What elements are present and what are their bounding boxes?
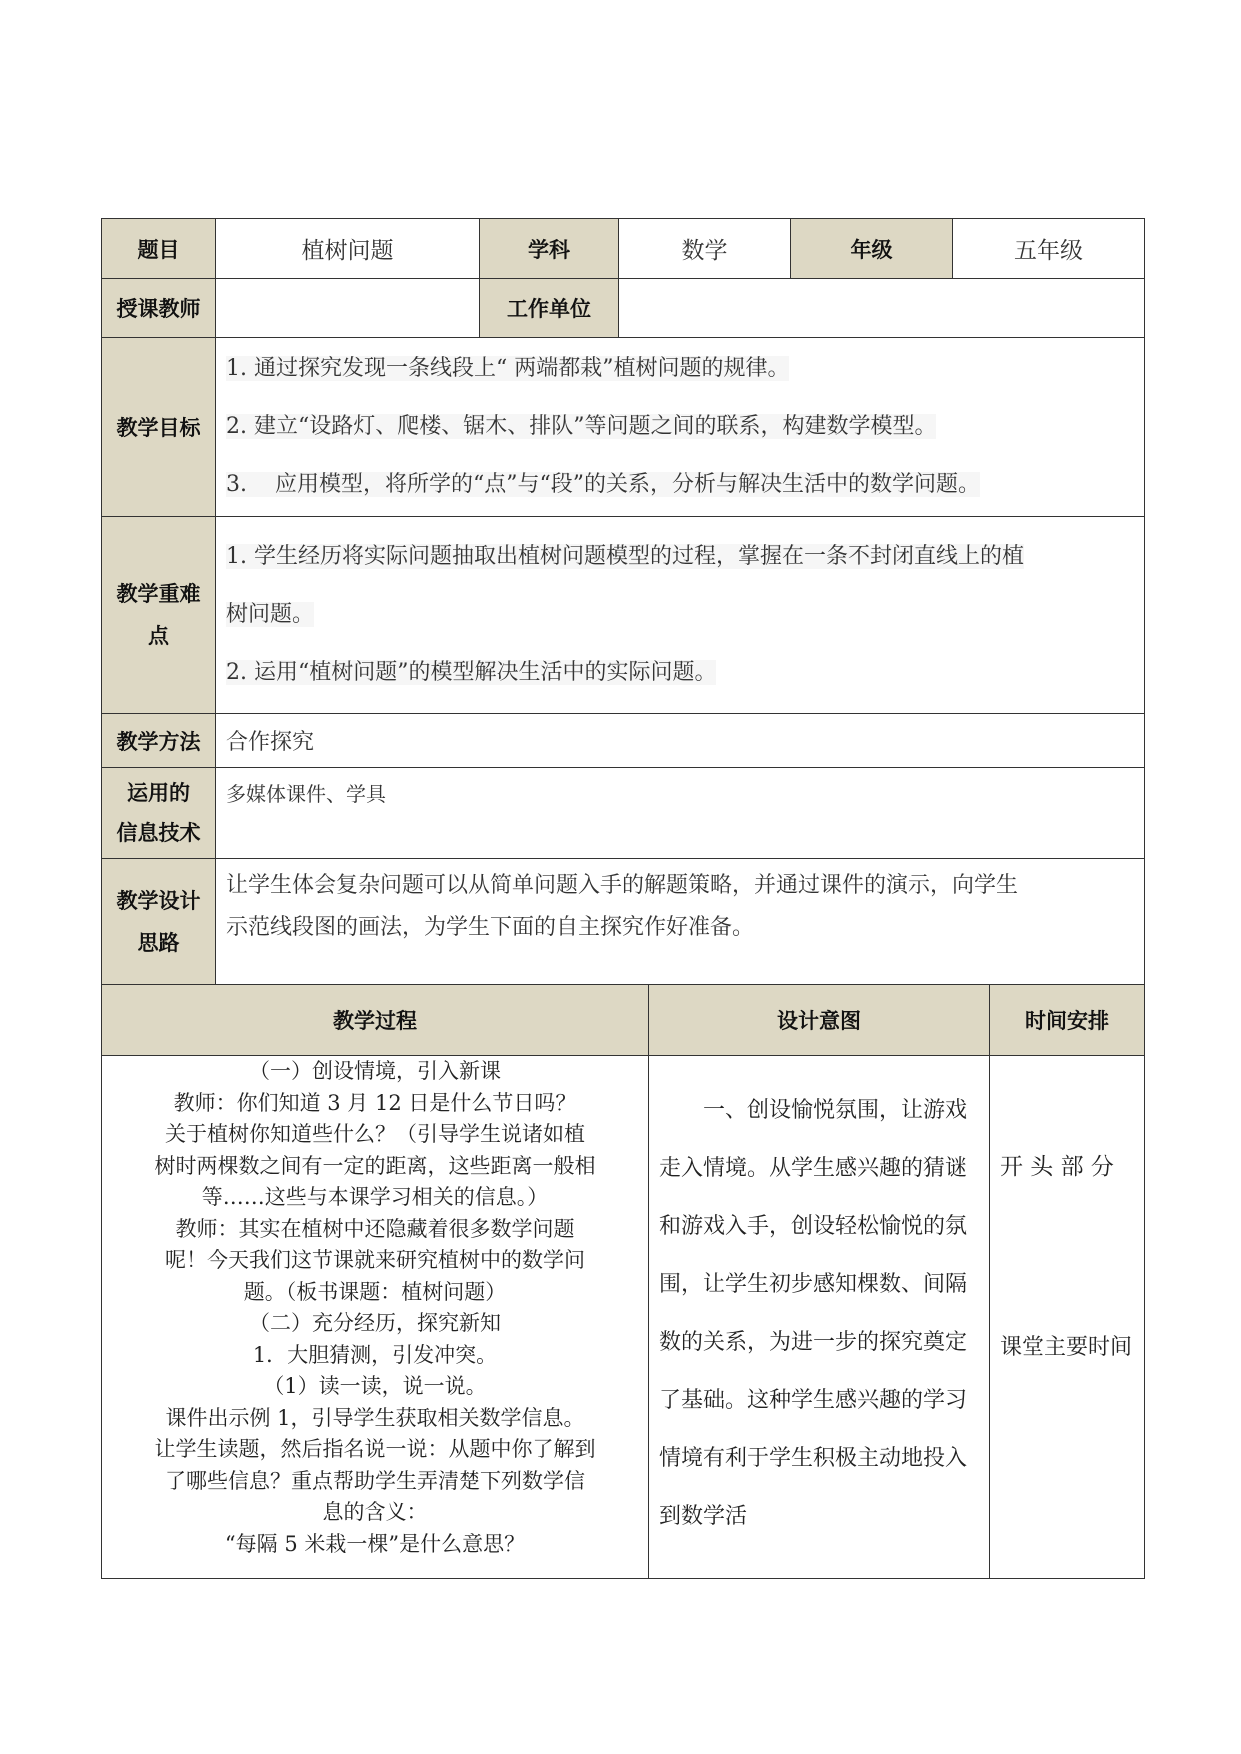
goals-label: 教学目标: [102, 338, 216, 517]
time-content: [990, 1056, 1145, 1579]
info-table: [101, 337, 1145, 985]
topic-value: 植树问题: [216, 219, 480, 279]
teacher-value: [216, 279, 480, 338]
design-content: 让学生体会复杂问题可以从简单问题入手的解题策略，并通过课件的演示，向学生 示范线段图的画法，为学生下面的自主探究作好准备。: [216, 859, 1145, 985]
goals-list: [216, 338, 1145, 517]
process-header: 教学过程: [102, 985, 649, 1056]
unit-value: [619, 279, 1145, 338]
goal-item: 3. 应用模型，将所学的“点”与“段”的关系，分析与解决生活中的数学问题。: [226, 472, 980, 497]
process-line: 呢！今天我们这节课就来研究植树中的数学问: [165, 1248, 585, 1272]
process-line: 题。（板书课题：植树问题）: [243, 1279, 507, 1304]
goal-item: 1. 通过探究发现一条线段上“ 两端都栽”植树问题的规律。: [226, 356, 790, 381]
lesson-plan-table: [101, 218, 1144, 1579]
process-line: 了哪些信息？重点帮助学生弄清楚下列数学信: [165, 1468, 585, 1493]
time-opening: 开 头 部 分: [1000, 1154, 1114, 1180]
process-line: 息的含义：: [322, 1500, 428, 1524]
process-line: 让学生读题，然后指名说一说：从题中你了解到: [154, 1437, 596, 1461]
process-line: （二）充分经历，探究新知: [249, 1311, 501, 1335]
intent-header: 设计意图: [649, 985, 990, 1056]
process-line: 关于植树你知道些什么？（引导学生说诸如植: [165, 1122, 585, 1146]
header-table: [101, 218, 1145, 338]
teacher-label: 授课教师: [102, 279, 216, 338]
difficulty-item-cont: 树问题。: [226, 602, 315, 627]
grade-label: 年级: [791, 219, 953, 279]
difficulty-item: 1. 学生经历将实际问题抽取出植树问题模型的过程，掌握在一条不封闭直线上的植: [226, 544, 1024, 569]
topic-label: 题目: [102, 219, 216, 279]
process-line: 1．大胆猜测，引发冲突。: [252, 1342, 498, 1367]
design-label: 教学设计 思路: [102, 859, 216, 985]
tech-value: 多媒体课件、学具: [216, 768, 1145, 859]
tech-label: 运用的 信息技术: [102, 768, 216, 859]
subject-value: 数学: [619, 219, 791, 279]
goal-item: 2. 建立“设路灯、爬楼、锯木、排队”等问题之间的联系，构建数学模型。: [226, 414, 937, 439]
process-content: [102, 1056, 649, 1579]
grade-value: 五年级: [953, 219, 1145, 279]
difficulties-content: [216, 517, 1145, 714]
process-line: 树时两棵数之间有一定的距离，这些距离一般相: [154, 1153, 596, 1178]
method-label: 教学方法: [102, 714, 216, 768]
time-main: 课堂主要时间: [1000, 1335, 1133, 1360]
unit-label: 工作单位: [480, 279, 619, 338]
process-line: 课件出示例 1，引导学生获取相关数学信息。: [165, 1405, 585, 1430]
difficulty-item: 2. 运用“植树问题”的模型解决生活中的实际问题。: [226, 660, 717, 685]
process-line: （一）创设情境，引入新课: [249, 1059, 501, 1083]
process-line: （1）读一读，说一说。: [263, 1374, 487, 1398]
process-table: [101, 984, 1145, 1579]
method-value: 合作探究: [216, 714, 1145, 768]
subject-label: 学科: [480, 219, 619, 279]
time-header: 时间安排: [990, 985, 1145, 1056]
process-line: “每隔 5 米栽一棵”是什么意思？: [224, 1531, 526, 1556]
intent-content: 一、创设愉悦氛围，让游戏走入情境。从学生感兴趣的猜谜和游戏入手，创设轻松愉悦的氛围，让学生初步感知棵数、间隔数的关系，为进一步的探究奠定了基础。这种学生感兴趣的学习情境有利于学生积极主动地投入到数学活: [649, 1056, 990, 1579]
process-line: 教师：其实在植树中还隐藏着很多数学问题: [175, 1216, 575, 1241]
difficulties-label: 教学重难 点: [102, 517, 216, 714]
process-line: 等……这些与本课学习相关的信息。）: [201, 1185, 549, 1209]
process-line: 教师：你们知道 3 月 12 日是什么节日吗？: [173, 1090, 577, 1115]
